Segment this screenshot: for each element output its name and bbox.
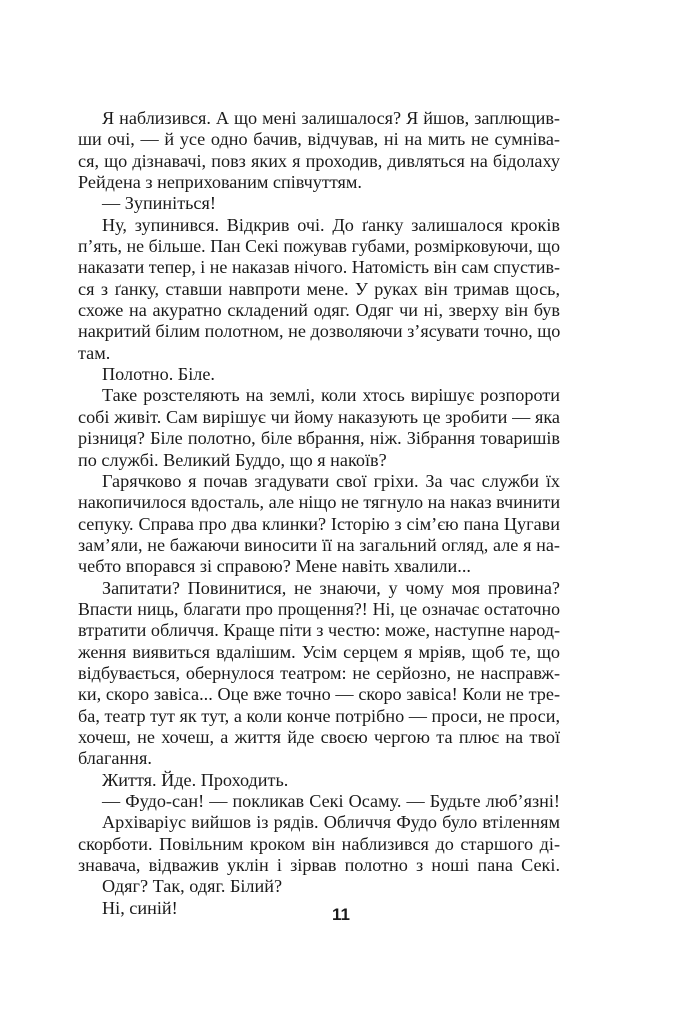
text-line: чебто впорався зі справою? Мене навіть хвалили... — [78, 556, 471, 577]
text-line: хочеш, не хочеш, а життя йде своєю чергою та плює на твої — [78, 726, 560, 747]
text-line: собі живіт. Сам вирішує чи йому наказують це зробити — яка — [78, 406, 560, 427]
text-line: там. — [78, 342, 111, 363]
text-line: по службі. Великий Буддо, що я накоїв? — [78, 449, 387, 470]
text-line: знавача, відважив уклін і зірвав полотно з ноші пана Секі. — [78, 855, 560, 876]
text-line: Ні, синій! — [102, 897, 178, 918]
text-line: Рейдена з неприхованим співчуттям. — [78, 172, 362, 193]
text-line: Я наблизився. А що мені залишалося? Я йшов, заплющив- — [102, 108, 560, 128]
text-line: скорботи. Повільним кроком він наблизився до старшого ді- — [78, 833, 560, 854]
text-line: Полотно. Біле. — [102, 364, 215, 385]
text-line: ся з ґанку, ставши навпроти мене. У руках він тримав щось, — [78, 278, 560, 299]
body-text — [78, 108, 560, 919]
text-line: ження виявиться вдалішим. Усім серцем я мріяв, щоб те, що — [78, 641, 560, 662]
text-line: відбувається, обернулося театром: не серйозно, не насправж- — [78, 662, 560, 683]
text-line: ся, що дізнавачі, повз яких я проходив, дивляться на бідолаху — [78, 150, 560, 171]
text-line: Таке розстеляють на землі, коли хтось вирішує розпороти — [102, 385, 560, 406]
text-line: Запитати? Повинитися, не знаючи, у чому моя провина? — [102, 577, 560, 598]
text-line: Ну, зупинився. Відкрив очі. До ґанку залишалося кроків — [102, 214, 560, 235]
text-line: п’ять, не більше. Пан Секі пожував губами, розмірковуючи, що — [78, 236, 560, 257]
text-line: Впасти ниць, благати про прощення?! Ні, це означає остаточно — [78, 598, 560, 619]
text-line: ба, театр тут як тут, а коли конче потрібно — проси, не проси, — [78, 705, 560, 726]
text-line: накритий білим полотном, не дозволяючи з’ясувати точно, що — [78, 321, 561, 342]
text-line: благання. — [78, 748, 152, 769]
text-line: ки, скоро завіса... Оце вже точно — скоро завіса! Коли не тре- — [78, 684, 560, 705]
text-line: — Фудо-сан! — покликав Секі Осаму. — Будьте люб’язні! — [102, 791, 560, 811]
text-line: втратити обличчя. Краще піти з честю: може, наступне народ- — [78, 620, 561, 641]
text-line: накопичилося вдосталь, але ніщо не тягнуло на наказ вчинити — [78, 492, 561, 513]
text-line: Одяг? Так, одяг. Білий? — [102, 876, 283, 897]
text-line: різниця? Біле полотно, біле вбрання, ніж. Зібрання товаришів — [78, 428, 560, 449]
text-line: ши очі, — й усе одно бачив, відчував, ні на мить не сумніва- — [78, 129, 560, 150]
page-number: 11 — [332, 905, 350, 924]
text-line: Життя. Йде. Проходить. — [102, 769, 289, 790]
text-line: — Зупиніться! — [102, 193, 216, 214]
text-line: схоже на акуратно складений одяг. Одяг чи ні, зверху він був — [78, 300, 560, 321]
text-line: Гарячково я почав згадувати свої гріхи. За час служби їх — [102, 470, 560, 491]
text-line: зам’яли, не бажаючи виносити її на загальний огляд, але я на- — [78, 534, 560, 555]
text-line: наказати тепер, і не наказав нічого. Натомість він сам спустив- — [78, 257, 560, 278]
text-line: Архіваріус вийшов із рядів. Обличчя Фудо було втіленням — [102, 812, 560, 833]
text-line: сепуку. Справа про два клинки? Історію з сім’єю пана Цугави — [78, 513, 560, 534]
